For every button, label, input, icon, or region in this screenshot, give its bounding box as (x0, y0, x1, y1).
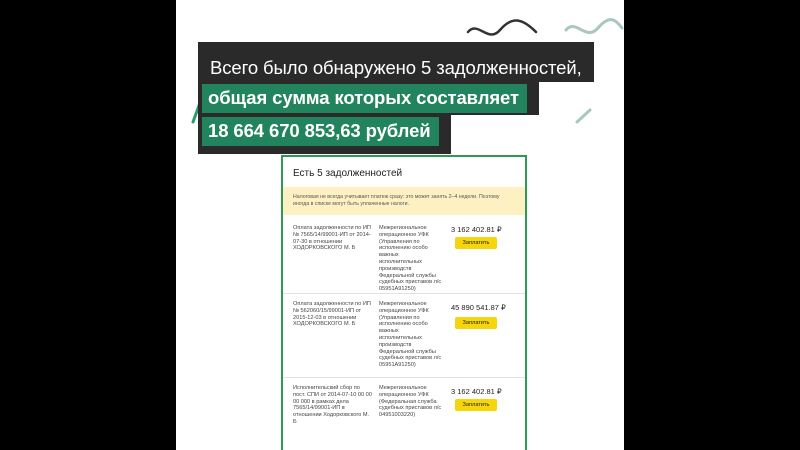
slide-canvas (176, 0, 624, 450)
debt-description: Исполнительский сбор по пост. СПИ от 2014-07-10 00 00 00 000 в рамках дела 7565/14/99001-ИП в отношении Ходорковского М. Б (293, 385, 372, 425)
debt-description: Оплата задолженности по ИП № 7565/14/99001-ИП от 2014-07-30 в отношении ХОДОРКОВСКОГО М. Б (293, 225, 371, 252)
headline-line-2-wrapper (198, 82, 539, 115)
tax-notice: Налоговая не всегда учитывает платеж сразу: это может занять 2–4 недели. Поэтому иногда в списке могут быть уплаченные налоги. (283, 187, 525, 215)
debt-description: Оплата задолженности по ИП № 562060/15/99001-ИП от 2015-12-03 в отношении ХОДОРКОВСКОГО М. Б (293, 301, 371, 328)
debt-recipient: Межрегиональное операционное УФК (Федеральная служба судебных приставов л/с 04951003220) (379, 385, 442, 419)
headline-line-1: Всего было обнаружено 5 задолженностей, (198, 42, 594, 82)
headline-line-2: общая сумма которых составляет (202, 84, 527, 113)
debt-row (283, 377, 525, 450)
debt-row (283, 293, 525, 378)
debt-recipient: Межрегиональное операционное УФК (Управления по исполнению особо важных исполнительных производств Федеральной службы судебных приставов л/с 05951А91250) (379, 225, 442, 293)
debt-amount: 3 162 402.81 ₽ (451, 225, 502, 234)
debts-card (281, 155, 527, 450)
pay-button[interactable]: Заплатить (455, 237, 497, 249)
decorative-squiggle-top-icon (466, 14, 546, 44)
card-title: Есть 5 задолженностей (293, 168, 403, 179)
debt-amount: 45 890 541.87 ₽ (451, 303, 506, 312)
decorative-squiggle-top-right-icon (564, 16, 624, 42)
debt-row (283, 215, 525, 294)
headline-line-3-wrapper (198, 115, 451, 154)
pay-button[interactable]: Заплатить (455, 399, 497, 411)
headline-block (198, 42, 594, 154)
pay-button[interactable]: Заплатить (455, 317, 497, 329)
debt-amount: 3 162 402.81 ₽ (451, 387, 502, 396)
headline-line-3: 18 664 670 853,63 рублей (202, 117, 439, 146)
debt-recipient: Межрегиональное операционное УФК (Управления по исполнению особо важных исполнительных производств Федеральной службы судебных приставов л/с 05951А91250) (379, 301, 442, 369)
